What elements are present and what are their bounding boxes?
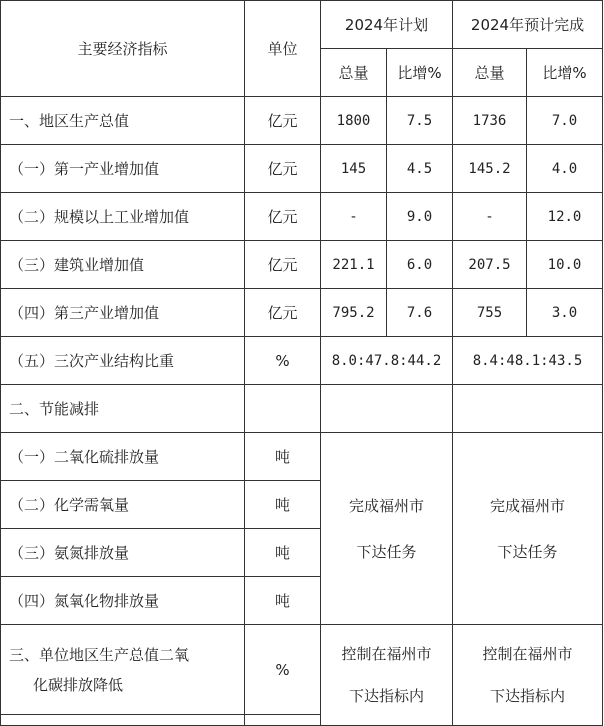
header-row-1 xyxy=(1,1,603,49)
section-row xyxy=(1,385,603,433)
plan-total-cell: 1800 xyxy=(321,97,387,145)
forecast-growth-cell: 12.0 xyxy=(527,193,603,241)
unit-cell: % xyxy=(245,625,321,715)
indicator-cell: 一、地区生产总值 xyxy=(1,97,245,145)
plan-growth-cell: 4.5 xyxy=(387,145,453,193)
plan-total-cell: 795.2 xyxy=(321,289,387,337)
plan-structure-ratio: 8.0:47.8:44.2 xyxy=(321,337,453,385)
header-plan-total: 总量 xyxy=(321,49,387,97)
forecast-energy-target xyxy=(453,433,603,625)
indicator-cell: （四）第三产业增加值 xyxy=(1,289,245,337)
empty-cell xyxy=(245,385,321,433)
indicator-cell: （三）建筑业增加值 xyxy=(1,241,245,289)
unit-cell: % xyxy=(245,337,321,385)
unit-cell: 亿元 xyxy=(245,289,321,337)
plan-carbon-target xyxy=(321,625,453,726)
indicator-cell: （二）规模以上工业增加值 xyxy=(1,193,245,241)
unit-cell: 吨 xyxy=(245,529,321,577)
header-forecast-growth: 比增% xyxy=(527,49,603,97)
forecast-energy-target-line1: 完成福州市 xyxy=(489,496,565,515)
plan-growth-cell: 9.0 xyxy=(387,193,453,241)
section-heading: 二、节能减排 xyxy=(1,385,245,433)
indicator-cell: （四）氮氧化物排放量 xyxy=(1,577,245,625)
header-plan-2024: 2024年计划 xyxy=(321,1,453,49)
unit-cell: 亿元 xyxy=(245,145,321,193)
plan-energy-target-line2: 下达任务 xyxy=(356,542,417,561)
header-forecast-total: 总量 xyxy=(453,49,527,97)
table-row xyxy=(1,289,603,337)
table-row xyxy=(1,433,603,481)
forecast-carbon-target xyxy=(453,625,603,726)
plan-carbon-target-line1: 控制在福州市 xyxy=(341,645,432,663)
forecast-growth-cell: 7.0 xyxy=(527,97,603,145)
plan-carbon-target-line2: 下达指标内 xyxy=(348,687,424,705)
indicator-cell: （五）三次产业结构比重 xyxy=(1,337,245,385)
forecast-growth-cell: 10.0 xyxy=(527,241,603,289)
plan-energy-target xyxy=(321,433,453,625)
forecast-total-cell: 755 xyxy=(453,289,527,337)
unit-cell: 亿元 xyxy=(245,97,321,145)
indicator-cell: （一）第一产业增加值 xyxy=(1,145,245,193)
structure-row xyxy=(1,337,603,385)
indicator-cell: （三）氨氮排放量 xyxy=(1,529,245,577)
table-row xyxy=(1,241,603,289)
empty-cell xyxy=(1,715,245,726)
indicator-cell: （二）化学需氧量 xyxy=(1,481,245,529)
plan-total-cell: 221.1 xyxy=(321,241,387,289)
carbon-indicator-line1: 三、单位地区生产总值二氧 xyxy=(9,645,190,664)
header-forecast-2024: 2024年预计完成 xyxy=(453,1,603,49)
empty-cell xyxy=(245,715,321,726)
forecast-structure-ratio: 8.4:48.1:43.5 xyxy=(453,337,603,385)
header-unit: 单位 xyxy=(245,1,321,97)
plan-total-cell: - xyxy=(321,193,387,241)
empty-cell xyxy=(321,385,453,433)
table-row xyxy=(1,97,603,145)
unit-cell: 吨 xyxy=(245,577,321,625)
table-row xyxy=(1,145,603,193)
forecast-growth-cell: 4.0 xyxy=(527,145,603,193)
forecast-total-cell: 1736 xyxy=(453,97,527,145)
plan-growth-cell: 7.6 xyxy=(387,289,453,337)
plan-energy-target-line1: 完成福州市 xyxy=(348,496,424,515)
table-row xyxy=(1,193,603,241)
plan-growth-cell: 6.0 xyxy=(387,241,453,289)
plan-total-cell: 145 xyxy=(321,145,387,193)
unit-cell: 亿元 xyxy=(245,193,321,241)
carbon-indicator-line2: 化碳排放降低 xyxy=(33,675,124,694)
forecast-carbon-target-line2: 下达指标内 xyxy=(489,687,565,705)
unit-cell: 吨 xyxy=(245,481,321,529)
forecast-energy-target-line2: 下达任务 xyxy=(497,542,558,561)
forecast-carbon-target-line1: 控制在福州市 xyxy=(482,645,573,663)
indicator-cell: （一）二氧化硫排放量 xyxy=(1,433,245,481)
unit-cell: 亿元 xyxy=(245,241,321,289)
header-indicator: 主要经济指标 xyxy=(1,1,245,97)
forecast-total-cell: - xyxy=(453,193,527,241)
forecast-total-cell: 145.2 xyxy=(453,145,527,193)
empty-cell xyxy=(453,385,603,433)
unit-cell: 吨 xyxy=(245,433,321,481)
carbon-row xyxy=(1,625,603,715)
plan-growth-cell: 7.5 xyxy=(387,97,453,145)
indicator-cell xyxy=(1,625,245,715)
forecast-growth-cell: 3.0 xyxy=(527,289,603,337)
forecast-total-cell: 207.5 xyxy=(453,241,527,289)
header-plan-growth: 比增% xyxy=(387,49,453,97)
